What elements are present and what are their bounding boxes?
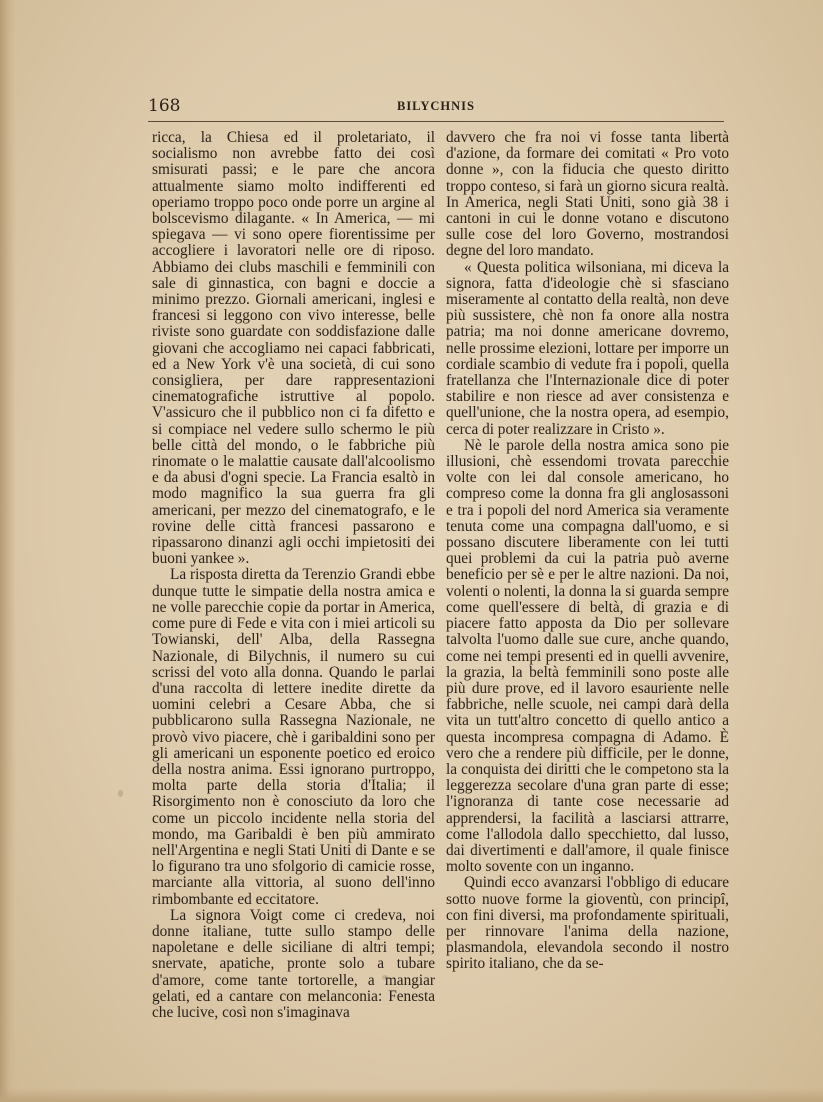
paragraph: Quindi ecco avanzarsi l'obbligo di educare sotto nuove forme la gioventù, con principî, con fini diversi, ma profondamente spirituali, per rinnovare l'anima della nazione, plasmandola, elevandola secondo il nostro spirito italiano, che da se- <box>446 874 729 973</box>
paragraph: La signora Voigt come ci credeva, noi donne italiane, tutte sullo stampo delle napoletane e delle siciliane di altri tempi; snervate, apatiche, pronte solo a tubare d'amore, come tante tortorelle, a mangiar gelati, ed a cantare con melanconia: Fenesta che lucive, così non s'imaginava <box>152 906 435 1021</box>
paper-stain <box>118 790 123 797</box>
page-edge-shadow <box>0 0 16 1102</box>
paragraph: La risposta diretta da Terenzio Grandi ebbe dunque tutte le simpatie della nostra amica e ne volle parecchie copie da portar in America, come pure di Fede e vita con i miei articoli su Towianski, dell' Alba, della Rassegna Nazionale, di Bilychnis, il numero su cui scrissi del voto alla donna. Quando le parlai d'una raccolta di lettere inedite dirette da uomini celebri a Cesare Abba, che si pubblicarono sulla Rassegna Nazionale, ne provò vivo piacere, chè i garibaldini sono per gli americani un esponente poetico ed eroico della nostra anima. Essi ignorano purtroppo, molta parte della storia d'Italia; il Risorgimento non è conosciuto da loro che come un piccolo incidente nella storia del mondo, ma Garibaldi è ben più ammirato nell'Argentina e negli Stati Uniti di Dante e se lo figurano tra uno sfolgorio di camicie rosse, marciante alla vittoria, al suono dell'inno rimbombante ed eccitatore. <box>152 566 435 908</box>
right-column <box>446 130 729 973</box>
page-number: 168 <box>148 96 181 116</box>
paragraph: « Questa politica wilsoniana, mi diceva la signora, fatta d'ideologie chè si sfasciano miseramente al contatto della realtà, non deve più sussistere, chè non fa onore alla nostra patria; ma noi donne americane dovremo, nelle prossime elezioni, lottare per imporre un cordiale scambio di vedute fra i popoli, quella fratellanza che l'Internazionale dice di poter stabilire e non riesce ad aver consistenza e quell'unione, che la nostra opera, ad esempio, cerca di poter realizzare in Cristo ». <box>446 258 729 438</box>
paper-stain <box>382 975 388 980</box>
paragraph: ricca, la Chiesa ed il proletariato, il socialismo non avrebbe fatto dei così smisurati passi; e le pare che ancora attualmente siamo molto indifferenti ed operiamo troppo poco onde porre un argine al bolscevismo dilagante. « In America, — mi spiegava — vi sono opere fiorentissime per accogliere i lavoratori nelle ore di riposo. Abbiamo dei clubs maschili e femminili con sale di ginnastica, con bagni e doccie a minimo prezzo. Giornali americani, inglesi e francesi si leggono con vivo interesse, belle riviste sono guardate con soddisfazione dalle giovani che accogliamo nei capaci fabbricati, ed a New York v'è una società, di cui sono consigliera, per dare rappresentazioni cinematografiche istruttive al popolo. V'assicuro che il pubblico non ci fa difetto e si compiace nel vedere sullo schermo le più belle città del mondo, o le fabbriche più rinomate o le malattie causate dall'alcoolismo e da abusi d'ogni specie. La Francia esaltò in modo magnifico la sua guerra fra gli americani, per mezzo del cinematografo, e le rovine delle città francesi passarono e ripassarono dinanzi agli occhi impietositi dei buoni yankee ». <box>152 129 435 568</box>
paragraph: davvero che fra noi vi fosse tanta libertà d'azione, da formare dei comitati « Pro voto donne », con la fiducia che questo diritto troppo conteso, si farà un giorno sicura realtà. In America, negli Stati Uniti, sono già 38 i cantoni in cui le donne votano e discutono sulle cose del loro Governo, mostrandosi degne del loro mandato. <box>446 129 729 260</box>
page-header <box>148 96 724 122</box>
running-title: BILYCHNIS <box>396 99 475 113</box>
left-column <box>152 130 435 1021</box>
page-bottom-shadow <box>0 1088 823 1102</box>
header-rule <box>148 121 724 122</box>
paragraph: Nè le parole della nostra amica sono pie illusioni, chè essendomi trovata parecchie volte con lei dal console americano, ho compreso come la donna fra gli anglosassoni e tra i popoli del nord America sia veramente tenuta come una compagna dall'uomo, e si possano discutere liberamente con lei tutti quei problemi da cui la patria può averne beneficio per sè e per le altre nazioni. Da noi, volenti o nolenti, la donna la si guarda sempre come quell'essere di beltà, di grazia e di piacere fatto apposta da Dio per sollevare talvolta l'uomo dalle sue cure, anche quando, come nei tempi presenti ed in quelli avvenire, la grazia, la beltà femminili sono poste alle più dure prove, ed il lavoro esauriente nelle fabbriche, nelle scuole, nei campi darà della vita un tutt'altro concetto di quello antico a questa incompresa compagna di Adamo. È vero che a rendere più difficile, per le donne, la conquista dei diritti che le competono sta la leggerezza secolare d'una gran parte di esse; l'ignoranza di tante cose necessarie ad apprendersi, la facilità a lasciarsi attrarre, come l'allodola dallo specchietto, dal lusso, dai divertimenti e dall'amore, il quale finisce molto sovente con un inganno. <box>446 436 729 876</box>
